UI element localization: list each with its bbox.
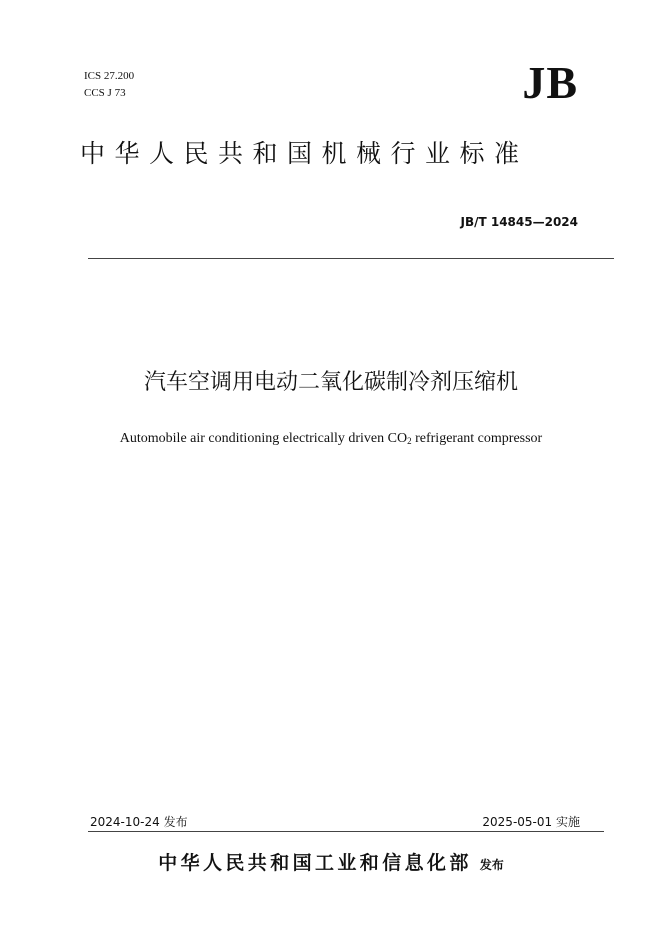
publisher-name: 中华人民共和国工业和信息化部	[158, 852, 472, 874]
publisher-action: 发布	[479, 858, 504, 872]
publisher-line	[0, 848, 662, 875]
issue-date-block	[90, 814, 188, 830]
top-divider	[88, 258, 614, 259]
title-english-part2: refrigerant compressor	[411, 431, 543, 446]
implement-date-block	[482, 814, 580, 830]
document-title-english	[0, 430, 662, 450]
implement-date: 2025-05-01	[482, 815, 553, 829]
jb-logo: JB	[522, 57, 578, 108]
implement-label: 实施	[555, 815, 580, 829]
title-english-subscript: 2	[407, 436, 412, 446]
ics-code: ICS 27.200	[84, 70, 135, 82]
document-title-chinese: 汽车空调用电动二氧化碳制冷剂压缩机	[143, 370, 518, 395]
classification-codes	[84, 68, 134, 102]
title-english-part1: Automobile air conditioning electrically driven CO	[119, 431, 408, 446]
issue-date: 2024-10-24	[90, 815, 160, 829]
standard-number: JB/T 14845—2024	[460, 215, 578, 229]
issue-label: 发布	[163, 815, 188, 829]
bottom-divider	[88, 831, 604, 832]
industry-standard-title: 中华人民共和国机械行业标准	[80, 139, 529, 168]
ccs-code: CCS J 73	[84, 87, 126, 99]
